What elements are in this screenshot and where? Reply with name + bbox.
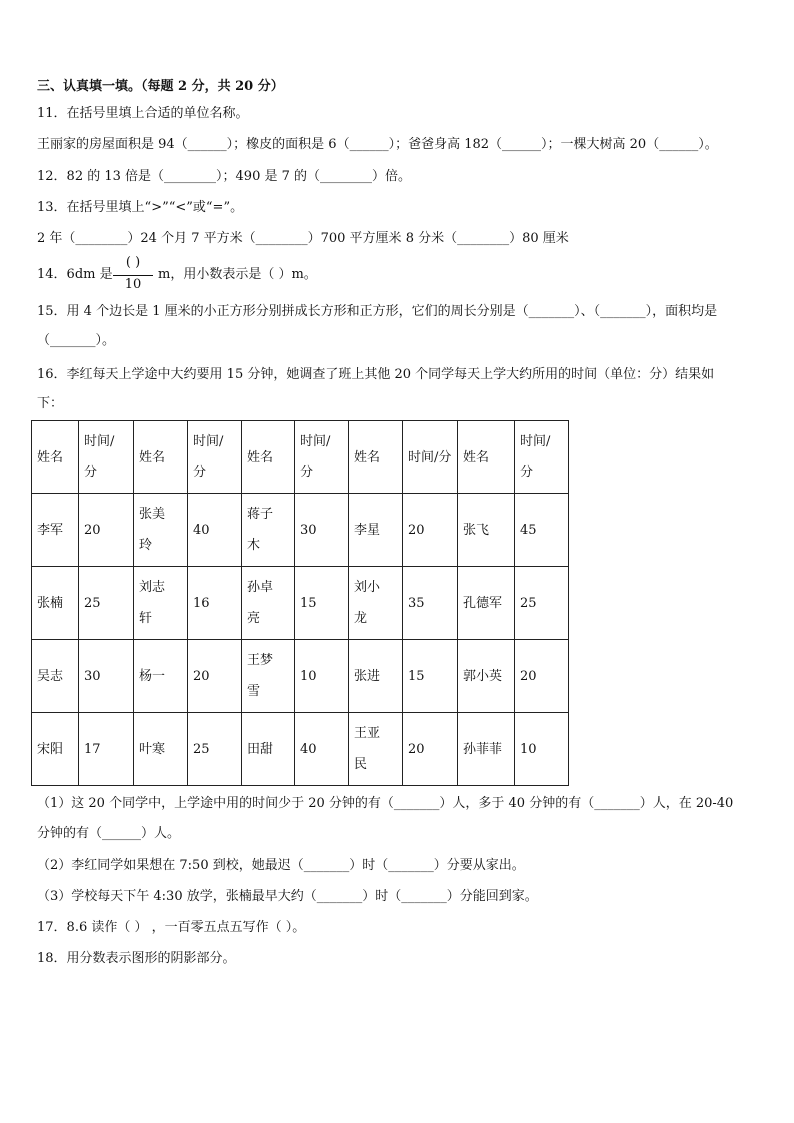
table-cell bbox=[79, 713, 134, 786]
table-cell bbox=[295, 567, 349, 640]
table-cell-text: 孙卓 亮 bbox=[247, 580, 274, 626]
travel-time-table bbox=[31, 420, 569, 786]
table-header-cell bbox=[403, 421, 458, 494]
question-17: 17．8.6 读作（ ） ，一百零五点五写作（ ）。 bbox=[37, 920, 306, 935]
table-cell bbox=[242, 640, 295, 713]
table-cell-text: 20 bbox=[408, 522, 425, 538]
table-cell-text: 25 bbox=[193, 741, 210, 757]
table-cell bbox=[79, 494, 134, 567]
table-cell bbox=[79, 640, 134, 713]
table-cell-text: 30 bbox=[84, 668, 101, 684]
table-cell-text: 10 bbox=[520, 741, 537, 757]
table-cell-text: 田甜 bbox=[247, 741, 274, 757]
table-header-cell bbox=[188, 421, 242, 494]
table-cell-text: 10 bbox=[300, 668, 317, 684]
fraction-numerator: ( ) bbox=[125, 255, 141, 270]
question-15-line1: 15．用 4 个边长是 1 厘米的小正方形分别拼成长方形和正方形，它们的周长分别是（_______）、（_______），面积均是 bbox=[37, 304, 718, 319]
table-cell-text: 40 bbox=[193, 522, 210, 538]
table-cell bbox=[349, 567, 403, 640]
q16-sub1-line2: 分钟的有（______）人。 bbox=[37, 826, 181, 841]
table-cell-text: 张进 bbox=[354, 668, 381, 684]
table-cell bbox=[188, 567, 242, 640]
question-16-line1: 16．李红每天上学途中大约要用 15 分钟，她调查了班上其他 20 个同学每天上学大约所用的时间（单位：分）结果如 bbox=[37, 367, 715, 382]
table-cell-text: 20 bbox=[408, 741, 425, 757]
table-header-cell-text: 时间/ 分 bbox=[520, 434, 551, 480]
table-cell-text: 叶寒 bbox=[139, 741, 166, 757]
table-cell-text: 王亚 民 bbox=[354, 726, 381, 772]
question-14-prefix: 14．6dm 是 bbox=[37, 267, 113, 282]
table-cell-text: 张楠 bbox=[37, 595, 64, 611]
table-cell bbox=[295, 640, 349, 713]
table-header-cell-text: 时间/ 分 bbox=[84, 434, 115, 480]
table-cell bbox=[403, 713, 458, 786]
table-header-row bbox=[32, 421, 569, 494]
table-header-cell bbox=[295, 421, 349, 494]
table-cell-text: 25 bbox=[520, 595, 537, 611]
table-header-cell-text: 姓名 bbox=[37, 449, 64, 465]
table-cell bbox=[403, 494, 458, 567]
table-cell-text: 张美 玲 bbox=[139, 507, 166, 553]
table-cell bbox=[188, 640, 242, 713]
table-cell bbox=[134, 567, 188, 640]
table-cell bbox=[349, 640, 403, 713]
section-title: 三、认真填一填。（每题 2 分，共 20 分） bbox=[37, 79, 284, 94]
table-cell-text: 15 bbox=[300, 595, 317, 611]
table-header-cell-text: 时间/分 bbox=[408, 449, 452, 465]
table-row bbox=[32, 567, 569, 640]
table-cell bbox=[349, 494, 403, 567]
table-cell bbox=[134, 640, 188, 713]
question-13-line: 2 年（________）24 个月 7 平方米（________）700 平方厘米 8 分米（________）80 厘米 bbox=[37, 231, 569, 246]
table-cell-text: 20 bbox=[193, 668, 210, 684]
table-cell bbox=[515, 640, 569, 713]
table-cell-text: 李军 bbox=[37, 522, 64, 538]
table-cell-text: 吴志 bbox=[37, 668, 64, 684]
table-cell-text: 15 bbox=[408, 668, 425, 684]
table-cell-text: 30 bbox=[300, 522, 317, 538]
table-header-cell-text: 姓名 bbox=[354, 449, 381, 465]
question-16-line2: 下： bbox=[37, 396, 64, 411]
table-cell bbox=[458, 713, 515, 786]
table-cell-text: 孔德军 bbox=[463, 595, 503, 611]
table-cell bbox=[32, 640, 79, 713]
table-cell-text: 20 bbox=[84, 522, 101, 538]
question-11: 11．在括号里填上合适的单位名称。 bbox=[37, 106, 249, 121]
table-cell-text: 16 bbox=[193, 595, 210, 611]
fraction bbox=[111, 255, 155, 295]
question-18: 18．用分数表示图形的阴影部分。 bbox=[37, 951, 236, 966]
table-cell-text: 杨一 bbox=[139, 668, 166, 684]
table-cell-text: 25 bbox=[84, 595, 101, 611]
fraction-bar bbox=[113, 275, 153, 276]
table-cell bbox=[242, 494, 295, 567]
table-cell bbox=[295, 713, 349, 786]
table-cell-text: 王梦 雪 bbox=[247, 653, 274, 699]
table-header-cell-text: 时间/ 分 bbox=[300, 434, 331, 480]
table-cell bbox=[242, 567, 295, 640]
table-cell bbox=[79, 567, 134, 640]
q16-sub2: （2）李红同学如果想在 7:50 到校，她最迟（_______）时（_______）分要从家出。 bbox=[37, 858, 525, 873]
table-cell bbox=[458, 494, 515, 567]
table-cell bbox=[403, 567, 458, 640]
table-cell-text: 17 bbox=[84, 741, 101, 757]
table-row bbox=[32, 640, 569, 713]
table-header-cell bbox=[32, 421, 79, 494]
table-cell bbox=[32, 494, 79, 567]
table-cell bbox=[134, 713, 188, 786]
table-header-cell-text: 姓名 bbox=[139, 449, 166, 465]
table-cell bbox=[295, 494, 349, 567]
q16-sub1-line1: （1）这 20 个同学中，上学途中用的时间少于 20 分钟的有（_______）人，多于 40 分钟的有（_______）人，在 20-40 bbox=[37, 796, 734, 811]
table-row bbox=[32, 494, 569, 567]
table-cell bbox=[349, 713, 403, 786]
table-cell bbox=[188, 494, 242, 567]
table-header-cell bbox=[79, 421, 134, 494]
question-15-line2: （_______）。 bbox=[37, 333, 116, 348]
table-cell bbox=[515, 567, 569, 640]
table-cell-text: 刘志 轩 bbox=[139, 580, 166, 626]
table-cell bbox=[515, 713, 569, 786]
table-header-cell-text: 时间/ 分 bbox=[193, 434, 224, 480]
table-cell bbox=[458, 567, 515, 640]
table-cell bbox=[134, 494, 188, 567]
table-cell-text: 45 bbox=[520, 522, 537, 538]
table-cell-text: 蒋子 木 bbox=[247, 507, 274, 553]
table-cell bbox=[32, 567, 79, 640]
table-cell-text: 20 bbox=[520, 668, 537, 684]
table-cell bbox=[515, 494, 569, 567]
table-header-cell bbox=[515, 421, 569, 494]
table-cell bbox=[458, 640, 515, 713]
table-cell-text: 张飞 bbox=[463, 522, 490, 538]
question-13: 13．在括号里填上“>”“<”或“=”。 bbox=[37, 200, 244, 215]
table-header-cell-text: 姓名 bbox=[463, 449, 490, 465]
question-12: 12．82 的 13 倍是（________）；490 是 7 的（________）倍。 bbox=[37, 169, 412, 184]
table-cell-text: 35 bbox=[408, 595, 425, 611]
table-cell bbox=[403, 640, 458, 713]
table-cell-text: 孙菲菲 bbox=[463, 741, 503, 757]
table-cell-text: 刘小 龙 bbox=[354, 580, 381, 626]
table-cell-text: 郭小英 bbox=[463, 668, 503, 684]
table-header-cell bbox=[349, 421, 403, 494]
table-header-cell bbox=[458, 421, 515, 494]
table-cell bbox=[32, 713, 79, 786]
fraction-denominator: 10 bbox=[124, 277, 142, 292]
table-cell-text: 宋阳 bbox=[37, 741, 64, 757]
question-11-line: 王丽家的房屋面积是 94（______）；橡皮的面积是 6（______）；爸爸身高 182（______）；一棵大树高 20（______）。 bbox=[37, 137, 718, 152]
question-14-suffix: m，用小数表示是（ ）m。 bbox=[158, 267, 317, 282]
table-header-cell bbox=[242, 421, 295, 494]
table-cell bbox=[188, 713, 242, 786]
table-header-cell bbox=[134, 421, 188, 494]
table-header-cell-text: 姓名 bbox=[247, 449, 274, 465]
table-row bbox=[32, 713, 569, 786]
table-cell bbox=[242, 713, 295, 786]
table-cell-text: 李星 bbox=[354, 522, 381, 538]
table-cell-text: 40 bbox=[300, 741, 317, 757]
q16-sub3: （3）学校每天下午 4:30 放学，张楠最早大约（_______）时（_______）分能回到家。 bbox=[37, 889, 538, 904]
